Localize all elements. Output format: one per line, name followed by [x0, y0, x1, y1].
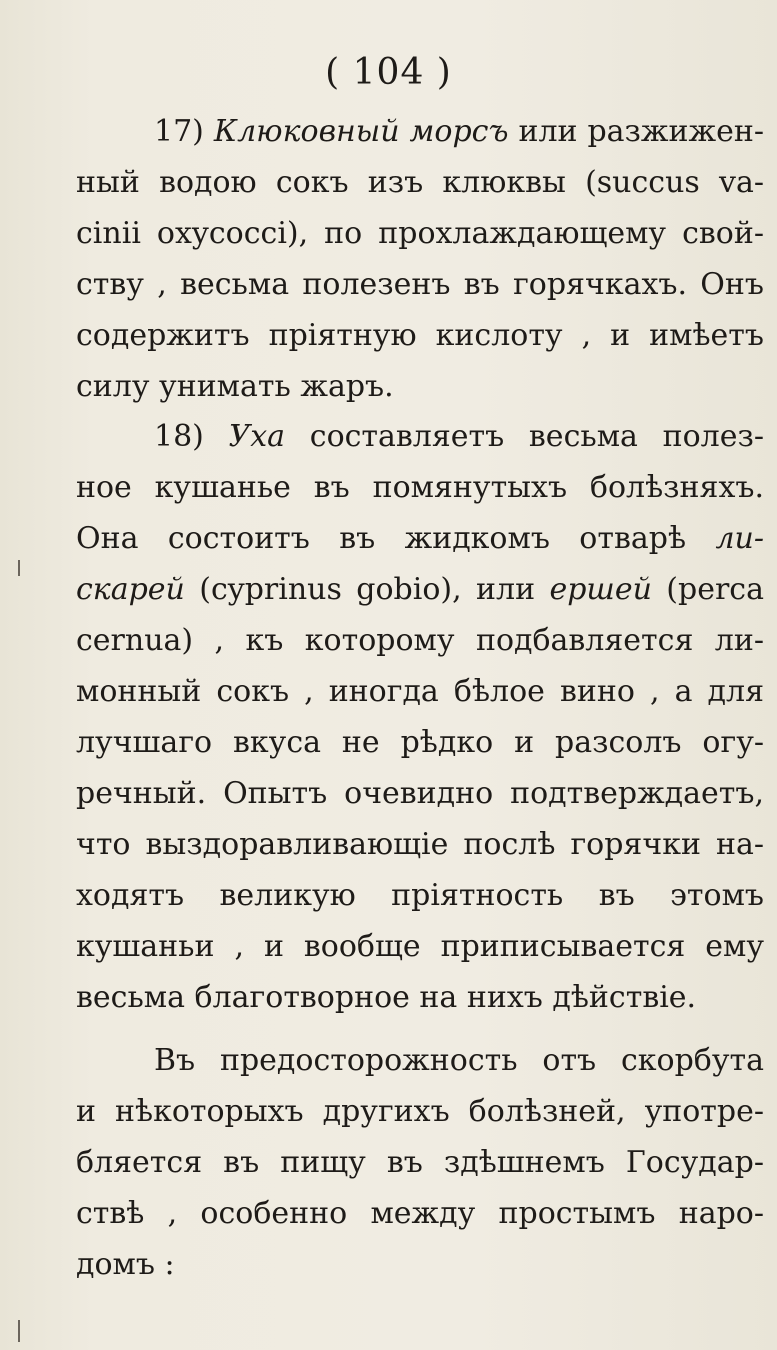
- text-line: [76, 921, 764, 972]
- text-line: [76, 972, 764, 1023]
- text-line: [76, 564, 764, 615]
- text-line: [76, 1239, 764, 1290]
- text-segment: ный водою сокъ изъ клюквы (succus va-: [76, 165, 764, 200]
- text-line: [76, 462, 764, 513]
- text-segment: ходятъ великую прiятность въ этомъ: [76, 878, 764, 913]
- text-segment: содержитъ прiятную кислоту , и имѣетъ: [76, 318, 764, 353]
- text-segment: ное кушанье въ помянутыхъ болѣзняхъ.: [76, 470, 764, 505]
- italic-term: Клюковный морсъ: [213, 114, 509, 149]
- text-line: [76, 1035, 764, 1086]
- text-line: [76, 106, 764, 157]
- italic-term: ершей: [549, 572, 652, 607]
- text-segment: бляется въ пищу въ здѣшнемъ Государ-: [76, 1145, 764, 1180]
- italic-term: скарей: [76, 572, 185, 607]
- text-segment: что выздоравливающiе послѣ горячки на-: [76, 827, 764, 862]
- text-segment: и нѣкоторыхъ другихъ болѣзней, употре-: [76, 1094, 764, 1129]
- text-segment: кушаньи , и вообще приписывается ему: [76, 929, 764, 964]
- text-line: [76, 666, 764, 717]
- text-segment: домъ :: [76, 1247, 175, 1282]
- italic-term: ли-: [715, 521, 764, 556]
- text-segment: монный сокъ , иногда бѣлое вино , а для: [76, 674, 764, 709]
- text-segment: весьма благотворное на нихъ дѣйствiе.: [76, 980, 697, 1015]
- text-segment: Она состоитъ въ жидкомъ отварѣ: [76, 521, 716, 556]
- margin-mark: [18, 1320, 20, 1342]
- text-segment: (perca: [651, 572, 764, 607]
- text-segment: лучшаго вкуса не рѣдко и разсолъ огу-: [76, 725, 764, 760]
- text-segment: 17): [154, 114, 214, 149]
- page-number: ( 104 ): [325, 52, 452, 93]
- text-line: [76, 768, 764, 819]
- text-line: [76, 310, 764, 361]
- text-line: [76, 259, 764, 310]
- text-segment: 18): [154, 419, 229, 454]
- text-line: [76, 361, 764, 412]
- text-line: [76, 1086, 764, 1137]
- text-segment: cinii oxycocci), по прохлаждающему свой-: [76, 216, 764, 251]
- italic-term: Уха: [228, 419, 286, 454]
- text-line: [76, 513, 764, 564]
- text-line: [76, 157, 764, 208]
- paragraph-17: [76, 106, 764, 412]
- paragraph-closing: [76, 1035, 764, 1290]
- text-line: [76, 208, 764, 259]
- text-segment: (cyprinus gobio), или: [184, 572, 550, 607]
- text-segment: силу унимать жаръ.: [76, 369, 394, 404]
- text-segment: ствѣ , особенно между простымъ наро-: [76, 1196, 764, 1231]
- text-line: [76, 717, 764, 768]
- text-segment: ству , весьма полезенъ въ горячкахъ. Онъ: [76, 267, 764, 302]
- text-segment: составляетъ весьма полез-: [285, 419, 764, 454]
- margin-mark: [18, 560, 20, 576]
- text-segment: cernua) , къ которому подбавляется ли-: [76, 623, 764, 658]
- text-segment: или разжижен-: [508, 114, 764, 149]
- text-segment: Въ предосторожность отъ скорбута: [154, 1043, 764, 1078]
- text-segment: речный. Опытъ очевидно подтверждаетъ,: [76, 776, 764, 811]
- text-line: [76, 870, 764, 921]
- text-line: [76, 411, 764, 462]
- paragraph-18: [76, 411, 764, 1023]
- text-line: [76, 1188, 764, 1239]
- text-line: [76, 1137, 764, 1188]
- text-line: [76, 615, 764, 666]
- text-line: [76, 819, 764, 870]
